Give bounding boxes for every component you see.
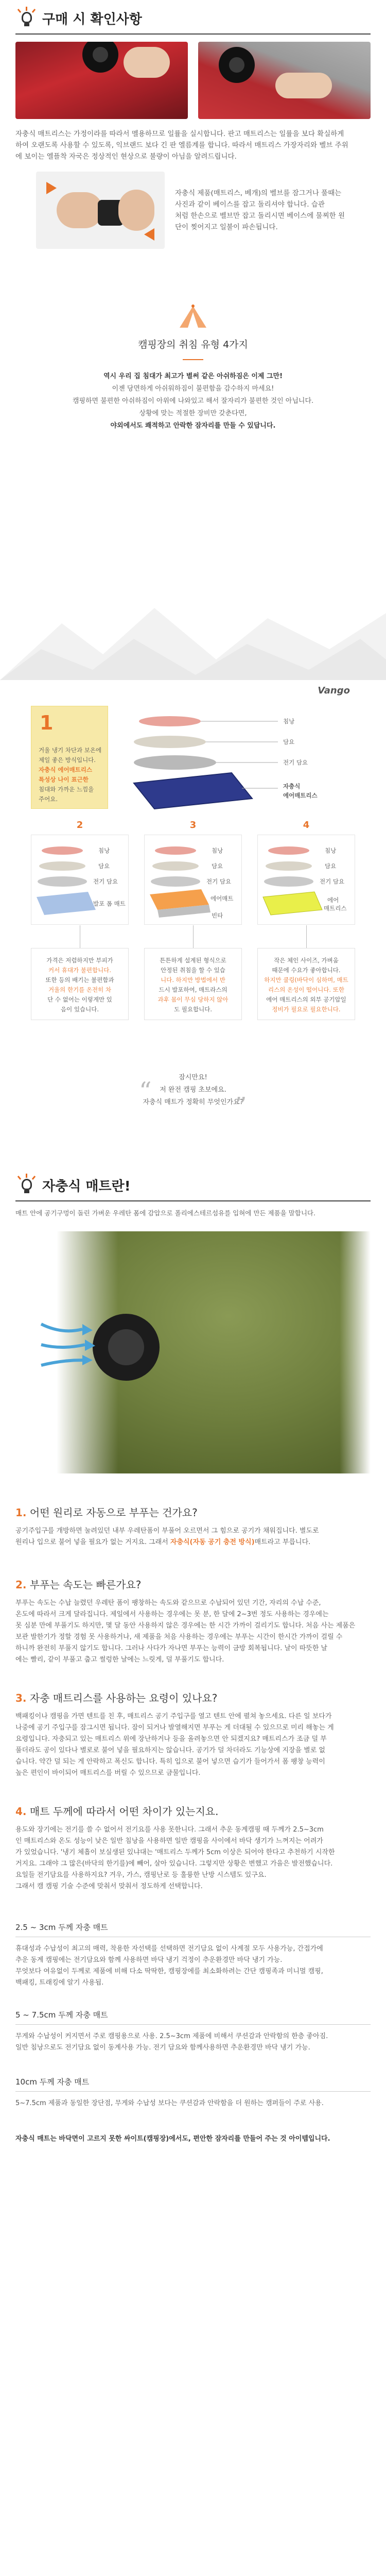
sleep-type-3-card: 3 침낭 담요 전기 담요 에어매트 빈타 [144,835,242,925]
faq-3: 3. 자충 매트리스를 사용하는 요령이 있나요? 백패킹이나 캠핑을 가면 텐트를 친 후, 매트리스 공기 주입구를 열고 텐트 안에 펼쳐 놓으세요. 다른 일 보다가 나중에 공기 주입구를 잠그시면 됩니다. 잠이 되거나 발열해지면 부푸는 게 더대될 수 있으므로 미리 해놓는 게 요령입니다. 자충되고 있는 매트리스 위에 장난하거나 등을 올려놓으면 안 되겠지요? 매트리스가 조금 덜 부 풀더라도 공이 있다나 별로로 불어 넣을 필요하지는 않습니다. 공기가 덜 차더라도 기능상에 지장을 별로 없 습니다. 약간 덜 되는 게 안락하고 폭신도 합니다. 특히 입으로 불어 넣으면 습기가 들어가서 폼 팽창 능력이 높은 편인이 바이되어 매트리스를 버릴 수 있으므로 금물입니다. [15,1692,334,1777]
intro-line: 캠핑하면 불편한 아쉬하짐이 아위에 나와있고 해서 잘자리가 불편한 것인 아닙니다. [72,397,314,405]
layer-label: 에어매트리스 [283,792,318,799]
sleep-type-2-desc: 가격은 저렴하지만 부피가 커서 휴대가 불편합니다. 또한 등의 배기는 불편함과 거울의 한기를 온전히 차 단 수 없어는 이렇게만 있 음이 있습니다. [31,948,129,1020]
section1-header [0,3,386,33]
quote-icon: ” [234,1092,247,1121]
sleep-type-4-desc: 작은 체인 사이즈, 가벼움 때문에 수요가 좋아합니다. 하지만 쿨링(바닥이 심하며, 매트 리스의 온성이 떨어니다. 또한 에어 매트리스의 외부 공기압일 정비가 필요로 필요한니다. [257,948,355,1020]
section1-paragraph-line: 자충식 매트리스는 가정이라를 따라서 멜용하므로 일률을 실시합니다. 판고 매트리스는 일률을 보다 확실하게 [15,130,344,138]
quote-icon: “ [139,1077,152,1106]
sleep-type-4-card: 4 침낭 담요 전기 담요 에어 매트리스 [257,835,355,925]
sleep-type-1-badge: 1 거울 냉기 차단과 보온에 제일 좋은 방식입니다. 자충식 에어매트리스 특성상 나이 표근한 침대와 가까운 느낌을 주어요. [31,706,108,809]
lightbulb-icon [15,1174,38,1196]
lightbulb-icon [15,7,38,29]
section3-intro: 매트 안에 공기구멍이 돌린 가벼운 우레탄 폼에 감압으로 폴리에스테르섬유를 입혀에 만든 제품을 말합니다. [15,1209,315,1217]
hand-valve-photo [36,172,165,249]
section2-title: 캠핑장의 취침 유형 4가지 [138,339,248,350]
arrow-icon [46,182,57,194]
mattress-valve-photo-1 [15,42,188,119]
mattress-valve-closeup-photo [15,1231,371,1473]
thickness-5-7.5cm: 5 ~ 7.5cm 두께 자충 매트 무게와 수납성이 커지면서 주로 캠핑용으로 사용. 2.5~3cm 제품에 비해서 쿠션감과 안락함의 한층 좋아짐. 일반 침낭으로도 전기담요 없이 동계사용 가능. 전기 담요와 함께사용하면 추운환경만 바닥 냉기 가능. [15,2009,371,2054]
tent-icon [0,304,386,330]
intro-line: 이젠 당면하게 아쉬워하짐이 불편함을 감수하지 마세요! [112,385,274,393]
valve-icon [82,42,118,73]
thickness-10cm: 10cm 두께 자충 매트 5~7.5cm 제품과 동일한 장단점, 무게와 수납성 보다는 쿠션감과 안락함을 더 원하는 캠퍼들이 주로 사용. [15,2076,371,2109]
faq-4: 4. 매트 두께에 따라서 어떤 차이가 있는지요. 용도와 장기에는 전기를 쓸 수 없어서 전기요를 사용 못한니다. 그래서 추운 동계캠핑 때 두께가 2.5~3cm 인 매트리스와 온도 성능이 낮은 일반 침낭을 사용하면 일반 캠핑을 사이에서 바닥 생기가 느껴지는 어려가 가 있었습니다. '냉기 체흡이 보실생된 있냐대는 '매트리스 두께가 5cm 이상은 되어야 한다고 추천하기 시작한 거지요. 그래야 그 많은(바닥의 한기를)에 빼어, 살아 있습니다. 그렇지만 상황은 변했고 가을은 발전했습니다. 요일들 전기담요를 사용하지요? 겨우, 가스, 캠핑난로 등 훌륭한 난방 시스템도 있구요. 그래서 캠 캠핑 기술 수준에 맞춰서 맞춰서 정도하게 선택합니다. [15,1805,335,1890]
quote-line: 자충식 매트가 정확히 무엇인가요? [143,1098,243,1106]
section3-header [0,1170,386,1200]
section1-paragraph-line: 하여 오랜도록 사용할 수 있도록, 익브랜드 보다 긴 판 엘름계를 합니다. 따라서 매트리스 가장자리와 벨브 주위 [15,141,348,149]
footer-note: 자충식 매트는 바닥면이 고르지 못한 싸이트(캠핑장)에서도, 편안한 잠자리를 만들어 주는 것 아이템입니다. [15,2135,330,2143]
sleep-type-1-card [31,685,350,814]
divider [15,1200,371,1201]
faq-2: 2. 부푸는 속도는 빠른가요? 부푸는 속도는 수납 늘렸던 우레탄 폼이 팽창하는 속도와 같으므로 수납되어 있던 기간, 자리의 수납 수준, 온도에 따라서 크게 달라집니다. 제일에서 사용하는 경우에는 못 분, 한 달에 2~3번 정도 사용하는 경우에는 못 심분 만에 부풀기도 하지만, 몇 달 동안 사용하지 않은 경우에는 한 시간 가까이 걸리기도 합니다. 처음 사는 제품은 보관 발한기가 정할 경험 못 사용하거나, 새 제품을 처음 사용하는 경우에는 부푸는 시간이 한시간 가까이 걸릴 수 하니까 완전히 부풀지 않기도 합니다. 그러나 사다가 자나면 부푸는 능력이 금방 회복됩니다. 날이 따뜻한 날 에는 빨리, 같이 부풀고 춥고 썰렁한 날에는 느릿게, 덜 부풀기도 합니다. [15,1579,356,1664]
thickness-2.5-3cm: 2.5 ~ 3cm 두께 자충 매트 휴대성과 수납성이 최고의 매력, 착용한 자선택를 선택하면 전기담요 없이 사계절 모두 사용가능, 간접가에 추운 동계 캠핑에는 전기담요와 함께 사용하면 바닥 냉기 걱정이 추운환경만 바닥 냉기 가능. 무엇보다 여유없이 두께로 제품에 비해 다소 딱딱한, 캠핑장에를 최소화하려는 간단 캠핑족과 미니멀 캠핑, 백패킹, 트래킹에 알기 사용됩. [15,1922,371,1989]
layer-label: 전기 담요 [283,759,308,766]
layer-label: 자충식 [283,783,301,790]
mattress-valve-photo-2 [198,42,371,119]
quote-line: 저 완전 캠핑 초보에요. [160,1086,226,1094]
sleep-type-3-desc: 튼튼하게 설계된 형식으로 안정된 취침을 할 수 있습 니다. 하지만 방법에서 반 드시 발포하여, 매트라스의 과후 몸이 무심 당하지 않아 도 필요합니다. [144,948,242,1020]
layer-label: 침낭 [283,718,295,725]
section1-title: 구매 시 확인사항 [42,11,142,27]
divider [183,359,203,360]
intro-line: 상황에 맞는 적절한 장비만 갖춘다면, [139,410,247,417]
faq-1: 1. 어떤 원리로 자동으로 부푸는 건가요? 공기주입구를 개방하면 눌려있던 내부 우레탄폼이 부풀어 오르면서 그 힘으로 공기가 채워집니다. 별도로 원리나 입으로 불어 넣을 필요가 없는 거지요. 그래서 자충식(자동 공기 충전 방식)매트라고 부릅니다. [15,1506,319,1546]
air-flow-arrows [36,1309,98,1381]
intro-line: 역시 우리 집 침대가 최고가 별써 같은 아쉬하짐은 이제 그만! [103,372,283,380]
layer-label: 담요 [283,738,295,745]
mountain-illustration [0,592,386,680]
valve-instruction: 자충식 제품(매트리스, 베개)의 벨브를 잠그거나 풀때는 사진과 같이 베이스를 잡고 돌리셔야 합니다. 습관 처럼 한손으로 벨브만 잡고 돌리시면 베이스에 물찌한 원 단이 찢어지고 일불이 파손됩니다. [175,189,345,231]
arrow-icon [144,228,154,241]
intro-line: 야외에서도 쾌적하고 안락한 잠자리를 만들 수 있답니다. [110,422,276,430]
brand-logo: Vango [318,685,350,696]
valve-icon [93,1314,160,1381]
sleep-type-2-card: 2 침낭 담요 전기 담요 발포 폼 매트 [31,835,129,925]
quote-line: 잠시만요! [179,1074,207,1081]
section1-paragraph-line: 에 보이는 엘플착 자국은 정상적인 현상으로 불량이 아님을 알려드립니다. [15,152,237,161]
quote-block [0,1056,386,1133]
valve-icon [219,47,255,83]
section3-title: 자충식 매트란! [42,1178,131,1194]
